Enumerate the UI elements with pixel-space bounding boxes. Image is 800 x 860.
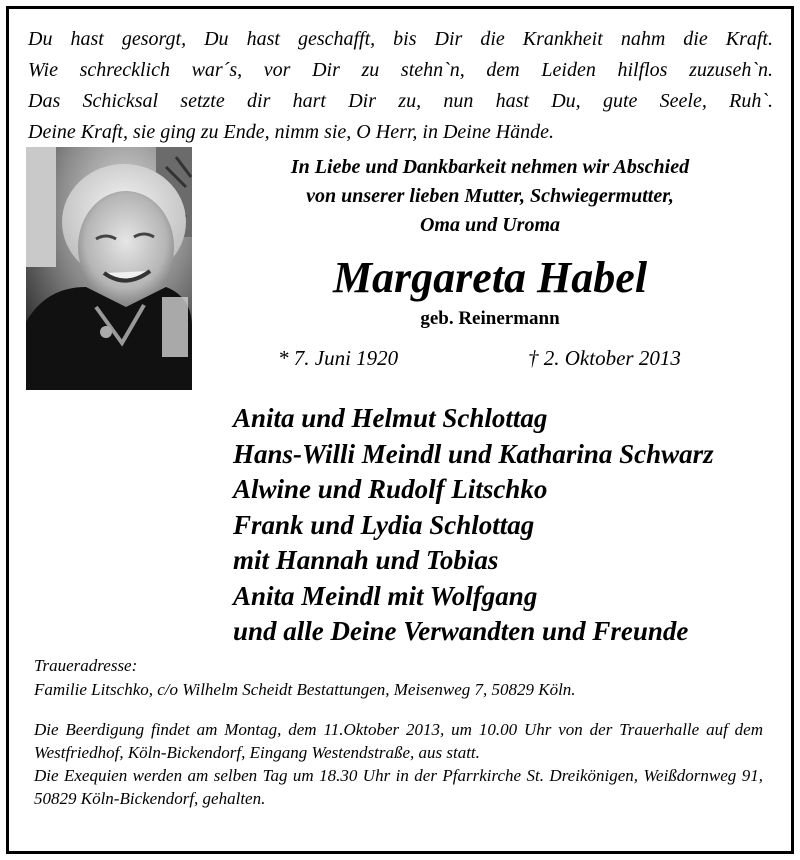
poem-line: Deine Kraft, sie ging zu Ende, nimm sie, O Herr, in Deine Hände.: [28, 121, 555, 143]
intro-line: In Liebe und Dankbarkeit nehmen wir Abschied: [290, 156, 690, 178]
mourner-line: Frank und Lydia Schlottag: [233, 509, 535, 540]
mourner-line: Alwine und Rudolf Litschko: [233, 474, 548, 504]
mourner-line: Hans-Willi Meindl und Katharina Schwarz: [233, 438, 714, 469]
portrait-image: [26, 147, 192, 390]
mourners-list: [233, 401, 793, 650]
portrait-photo: [26, 147, 192, 390]
poem-line: Das Schicksal setzte dir hart Dir zu, nun hast Du, gute Seele, Ruh`.: [28, 90, 773, 112]
intro-line: Oma und Uroma: [419, 214, 561, 236]
mourner-line: Anita Meindl mit Wolfgang: [233, 580, 538, 611]
death-date: † 2. Oktober 2013: [528, 346, 681, 370]
deceased-name: Margareta Habel: [332, 253, 648, 302]
intro-text: [200, 153, 780, 240]
funeral-info: [34, 718, 763, 810]
burial-text: Die Beerdigung findet am Montag, dem 11.Oktober 2013, um 10.00 Uhr von der Trauerhalle auf dem Westfriedhof, Köln-Bickendorf, Eingang Westendstraße, aus statt.: [34, 720, 763, 762]
poem-line: Wie schrecklich war´s, vor Dir zu stehn`n, dem Leiden hilflos zuzuseh`n.: [28, 59, 773, 81]
address-label: Traueradresse:: [34, 656, 138, 675]
maiden-name: geb. Reinermann: [420, 308, 560, 329]
mourner-line: mit Hannah und Tobias: [233, 545, 499, 575]
mourner-line: Anita und Helmut Schlottag: [233, 403, 548, 433]
address-text: Familie Litschko, c/o Wilhelm Scheidt Bestattungen, Meisenweg 7, 50829 Köln.: [34, 680, 576, 699]
intro-line: von unserer lieben Mutter, Schwiegermutter,: [306, 185, 674, 207]
mass-text: Die Exequien werden am selben Tag um 18.30 Uhr in der Pfarrkirche St. Dreikönigen, Weißdornweg 91, 50829 Köln-Bickendorf, gehalten.: [34, 766, 763, 808]
birth-date: * 7. Juni 1920: [278, 346, 399, 370]
poem: [28, 24, 773, 148]
poem-line: Du hast gesorgt, Du hast geschafft, bis Dir die Krankheit nahm die Kraft.: [28, 28, 773, 50]
mourner-line: und alle Deine Verwandten und Freunde: [233, 616, 689, 646]
